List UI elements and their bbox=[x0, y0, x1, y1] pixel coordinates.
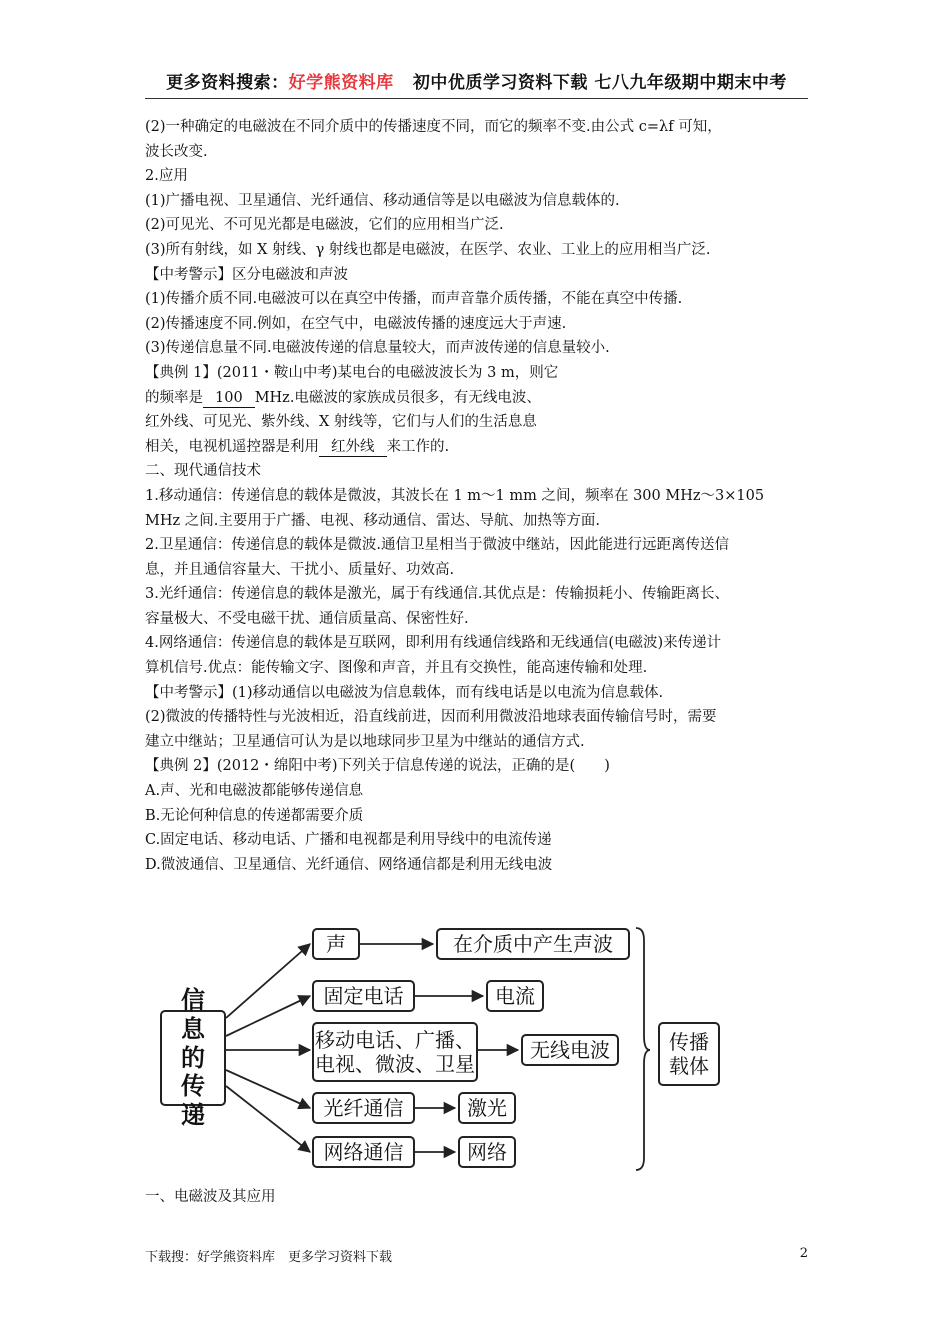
header-brand[interactable]: 好学熊资料库 bbox=[288, 73, 394, 93]
phone-box: 固定电话 bbox=[312, 980, 415, 1012]
option-c: C.固定电话、移动电话、广播和电视都是利用导线中的电流传递 bbox=[145, 832, 552, 849]
text-line: 1.移动通信：传递信息的载体是微波，其波长在 1 m～1 mm 之间，频率在 300 MHz～3×105 bbox=[145, 487, 765, 504]
text-line: 息，并且通信容量大、干扰小、质量好、功效高. bbox=[145, 561, 455, 578]
mobile-result-box: 无线电波 bbox=[521, 1034, 619, 1066]
page-header bbox=[145, 68, 808, 99]
root-box: 信息的传递 bbox=[160, 1010, 226, 1106]
text-line: (1)传播介质不同.电磁波可以在真空中传播，而声音靠介质传播，不能在真空中传播. bbox=[145, 291, 683, 308]
right-brace bbox=[636, 928, 650, 1170]
text-line: 算机信号.优点：能传输文字、图像和声音，并且有交换性，能高速传输和处理. bbox=[145, 660, 648, 677]
text-line: MHz 之间.主要用于广播、电视、移动通信、雷达、导航、加热等方面. bbox=[145, 512, 600, 529]
text-line: (2)一种确定的电磁波在不同介质中的传播速度不同，而它的频率不变.由公式 c=λf 可知， bbox=[145, 119, 722, 135]
arrow-root-network bbox=[226, 1086, 310, 1152]
footer-text: 下载搜：好学熊资料库 更多学习资料下载 bbox=[145, 1250, 393, 1265]
option-d: D.微波通信、卫星通信、光纤通信、网络通信都是利用无线电波 bbox=[145, 856, 553, 873]
text-line: 二、现代通信技术 bbox=[145, 463, 261, 480]
example1-l2-post: MHz.电磁波的家族成员很多，有无线电波、 bbox=[254, 389, 541, 406]
example1-line3: 红外线、可见光、紫外线、X 射线等，它们与人们的生活息息 bbox=[145, 414, 537, 431]
text-line: (3)传递信息量不同.电磁波传递的信息量较大，而声波传递的信息量较小. bbox=[145, 340, 610, 357]
main-content bbox=[145, 115, 810, 877]
page-number: 2 bbox=[799, 1246, 808, 1261]
text-line: 容量极大、不受电磁干扰、通信质量高、保密性好. bbox=[145, 610, 469, 627]
example1-l2-pre: 的频率是 bbox=[145, 389, 203, 406]
fiber-box: 光纤通信 bbox=[312, 1092, 415, 1124]
text-line: 3.光纤通信：传递信息的载体是激光，属于有线通信.其优点是：传输损耗小、传输距离长、 bbox=[145, 586, 729, 603]
network-box: 网络通信 bbox=[312, 1136, 415, 1168]
text-line: 2.应用 bbox=[145, 168, 188, 185]
text-line: (1)广播电视、卫星通信、光纤通信、移动通信等是以电磁波为信息载体的. bbox=[145, 192, 620, 209]
header-prefix: 更多资料搜索： bbox=[166, 73, 289, 93]
mobile-box bbox=[312, 1022, 478, 1082]
text-line: (2)可见光、不可见光都是电磁波，它们的应用相当广泛. bbox=[145, 217, 504, 234]
arrow-root-fiber bbox=[226, 1070, 310, 1108]
text-line: 2.卫星通信：传递信息的载体是微波.通信卫星相当于微波中继站，因此能进行远距离传送信 bbox=[145, 537, 729, 554]
page-footer bbox=[145, 1246, 808, 1265]
arrow-root-phone bbox=[226, 996, 310, 1036]
text-line: (2)微波的传播特性与光波相近，沿直线前进，因而利用微波沿地球表面传输信号时，需要 bbox=[145, 709, 717, 726]
text-line: 【中考警示】区分电磁波和声波 bbox=[145, 266, 348, 283]
carrier-box: 传播载体 bbox=[658, 1022, 720, 1086]
sound-box: 声 bbox=[312, 928, 360, 960]
text-line: 4.网络通信：传递信息的载体是互联网，即利用有线通信线路和无线通信(电磁波)来传递计 bbox=[145, 635, 722, 652]
example1-l4-post: 来工作的. bbox=[386, 438, 450, 455]
text-line: 波长改变. bbox=[145, 143, 208, 160]
section-title: 一、电磁波及其应用 bbox=[145, 1189, 276, 1205]
info-transfer-diagram bbox=[150, 918, 650, 1178]
option-a: A.声、光和电磁波都能够传递信息 bbox=[145, 783, 364, 800]
text-line: (3)所有射线，如 X 射线、γ 射线也都是电磁波，在医学、农业、工业上的应用相当广泛. bbox=[145, 241, 711, 258]
fiber-result-box: 激光 bbox=[458, 1092, 516, 1124]
example1-line2 bbox=[145, 386, 615, 411]
phone-result-box: 电流 bbox=[486, 980, 544, 1012]
mobile-line-1: 移动电话、广播、 bbox=[315, 1028, 475, 1052]
answer-blank-1: 100 bbox=[203, 389, 255, 408]
network-result-box: 网络 bbox=[458, 1136, 516, 1168]
arrow-root-sound bbox=[226, 944, 310, 1018]
text-line: 【中考警示】(1)移动通信以电磁波为信息载体，而有线电话是以电流为信息载体. bbox=[145, 684, 664, 701]
option-b: B.无论何种信息的传递都需要介质 bbox=[145, 807, 364, 824]
text-line: (2)传播速度不同.例如，在空气中，电磁波传播的速度远大于声速. bbox=[145, 315, 567, 332]
mobile-line-2: 电视、微波、卫星 bbox=[315, 1052, 475, 1076]
header-suffix: 初中优质学习资料下载 七八九年级期中期末中考 bbox=[412, 73, 787, 93]
sound-result-box: 在介质中产生声波 bbox=[436, 928, 630, 960]
example1-line4 bbox=[145, 435, 615, 460]
answer-blank-2: 红外线 bbox=[319, 438, 387, 457]
text-line: 【典例 2】(2012・绵阳中考)下列关于信息传递的说法，正确的是( ) bbox=[145, 758, 610, 775]
example1-line1: 【典例 1】(2011・鞍山中考)某电台的电磁波波长为 3 m，则它 bbox=[145, 364, 559, 381]
example1-l4-pre: 相关，电视机遥控器是利用 bbox=[145, 438, 319, 455]
text-line: 建立中继站；卫星通信可认为是以地球同步卫星为中继站的通信方式. bbox=[145, 733, 585, 750]
